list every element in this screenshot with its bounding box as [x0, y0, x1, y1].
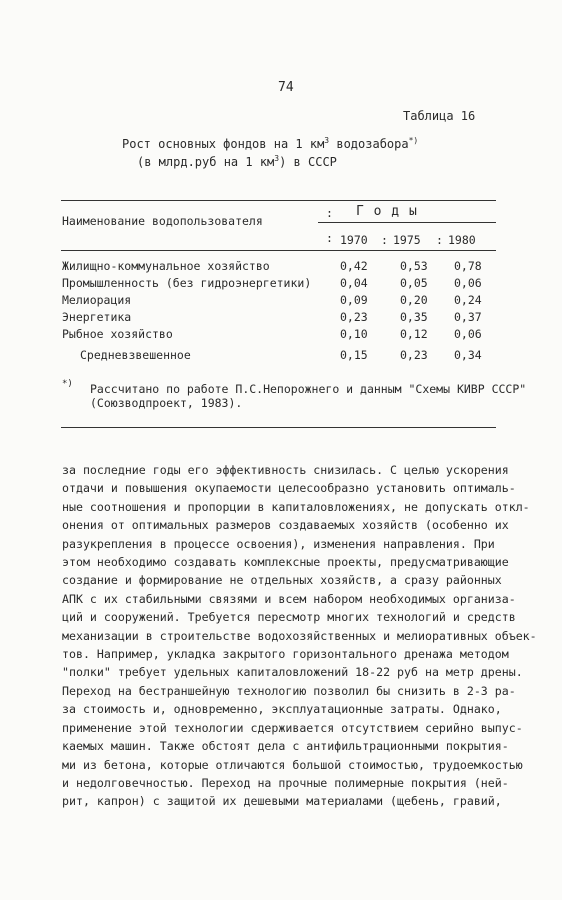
column-header-1970: 1970	[340, 233, 368, 247]
column-header-1980: 1980	[448, 233, 476, 247]
title-text: Рост основных фондов на 1 км	[122, 137, 325, 151]
text-line: этом необходимо создавать комплексные проекты, предусматривающие	[62, 555, 509, 570]
footnote-marker: *)	[408, 136, 419, 145]
cell-1975: 0,20	[400, 293, 428, 307]
text-line: тов. Например, укладка закрытого горизонтального дренажа методом	[62, 647, 509, 662]
title-superscript: 3	[324, 136, 330, 145]
row-name: Энергетика	[62, 310, 132, 324]
cell-1970: 0,42	[340, 259, 368, 273]
title-units: (в млрд.руб на 1 км	[137, 155, 275, 169]
cell-1980: 0,34	[454, 348, 482, 362]
cell-1980: 0,06	[454, 276, 482, 290]
cell-1970: 0,09	[340, 293, 368, 307]
text-line: Переход на бестраншейную технологию позволил бы снизить в 2-3 ра-	[62, 683, 516, 698]
title-units-superscript: 3	[274, 154, 280, 163]
page-number: 74	[278, 80, 294, 95]
cell-1980: 0,24	[454, 293, 482, 307]
text-line: механизации в строительстве водохозяйственных и мелиоративных объек-	[62, 628, 537, 643]
cell-1975: 0,53	[400, 259, 428, 273]
cell-1970: 0,23	[340, 310, 368, 324]
cell-1980: 0,06	[454, 327, 482, 341]
table-label: Таблица 16	[403, 109, 476, 123]
row-name: Рыбное хозяйство	[62, 327, 173, 341]
text-line: ций и сооружений. Требуется пересмотр многих технологий и средств	[62, 610, 516, 625]
footnote-line-1: Рассчитано по работе П.С.Непорожнего и данным "Схемы КИВР СССР"	[90, 382, 527, 396]
text-line: создание и формирование не отдельных хозяйств, а сразу районных	[62, 573, 502, 588]
table-header-rule	[61, 250, 496, 251]
cell-1980: 0,78	[454, 259, 482, 273]
row-name: Средневзвешенное	[80, 348, 191, 362]
body-text	[62, 461, 542, 811]
text-line: отдачи и повышения окупаемости целесообразно установить оптималь-	[62, 481, 516, 496]
footnote-line-2: (Союзводпроект, 1983).	[90, 396, 243, 410]
footnote-marker: *)	[62, 379, 73, 389]
cell-1970: 0,10	[340, 327, 368, 341]
column-header-years: Г о д ы	[356, 204, 418, 219]
row-name: Мелиорация	[62, 293, 132, 307]
text-line: применение этой технологии сдерживается отсутствием серийно выпус-	[62, 720, 523, 735]
text-line: за стоимость и, одновременно, эксплуатационные затраты. Однако,	[62, 702, 502, 717]
text-line: ные соотношения и пропорции в капиталовложениях, не допускать откл-	[62, 499, 530, 514]
row-name: Жилищно-коммунальное хозяйство	[62, 259, 270, 273]
title-text-rest: водозабора	[329, 137, 409, 151]
text-line: "полки" требует удельных капиталовложений 18-22 руб на метр дрены.	[62, 665, 523, 680]
column-header-name: Наименование водопользователя	[62, 214, 263, 228]
cell-1970: 0,15	[340, 348, 368, 362]
table-title-line-2	[137, 155, 337, 169]
header-separator: :	[381, 233, 388, 247]
table-top-rule	[61, 200, 496, 201]
row-name: Промышленность (без гидроэнергетики)	[62, 276, 312, 290]
header-separator: :	[326, 231, 333, 245]
cell-1980: 0,37	[454, 310, 482, 324]
header-separator: :	[326, 206, 333, 220]
text-line: и недолговечностью. Переход на прочные полимерные покрытия (ней-	[62, 775, 509, 790]
text-line: разукрепления в процессе освоения), изменения направления. При	[62, 536, 495, 551]
cell-1970: 0,04	[340, 276, 368, 290]
header-separator: :	[436, 233, 443, 247]
years-header-rule	[318, 222, 496, 223]
text-line: каемых машин. Также обстоят дела с антифильтрационными покрытия-	[62, 739, 509, 754]
text-line: рит, капрон) с защитой их дешевыми материалами (щебень, гравий,	[62, 794, 502, 809]
table-title-line-1	[122, 137, 418, 151]
cell-1975: 0,12	[400, 327, 428, 341]
text-line: ми из бетона, которые отличаются большой стоимостью, трудоемкостью	[62, 757, 523, 772]
text-line: АПК с их стабильными связями и всем набором необходимых организа-	[62, 591, 516, 606]
table-bottom-rule	[61, 427, 496, 428]
cell-1975: 0,05	[400, 276, 428, 290]
cell-1975: 0,23	[400, 348, 428, 362]
cell-1975: 0,35	[400, 310, 428, 324]
column-header-1975: 1975	[393, 233, 421, 247]
text-line: онения от оптимальных размеров создаваемых хозяйств (особенно их	[62, 518, 509, 533]
title-units-rest: ) в СССР	[279, 155, 337, 169]
text-line: за последние годы его эффективность снизилась. С целью ускорения	[62, 463, 509, 477]
